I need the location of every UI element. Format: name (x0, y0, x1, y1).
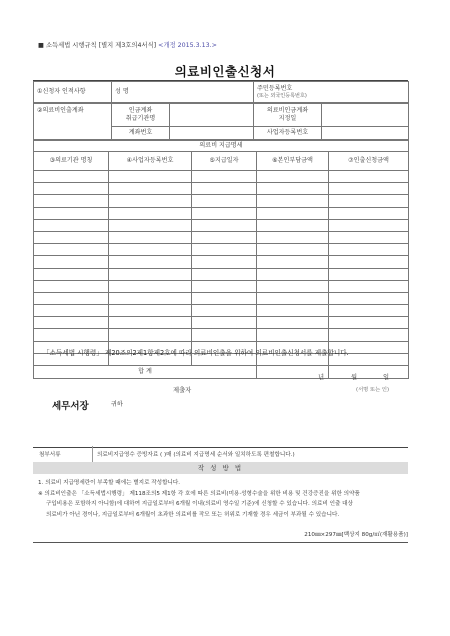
detail-row (34, 329, 409, 341)
form-header (38, 40, 217, 49)
detail-cell[interactable] (34, 231, 109, 243)
institution-label: 인금계좌 취급기관명 (112, 104, 170, 127)
note-line: 의료비가 아닌 경이나, 지급일로부터 6개월이 초과한 의료비를 작모 또는 허위로 기재할 경우 세금이 부과될 수 있습니다. (46, 511, 340, 518)
detail-cell[interactable] (34, 268, 109, 280)
detail-cell[interactable] (329, 268, 409, 280)
detail-cell[interactable] (109, 207, 192, 219)
detail-cell[interactable] (192, 280, 257, 292)
detail-cell[interactable] (109, 244, 192, 256)
date-year-label: 년 (318, 374, 325, 381)
detail-cell[interactable] (109, 292, 192, 304)
detail-cell[interactable] (257, 231, 329, 243)
details-title: 의료비 지급명세 (34, 141, 409, 152)
filer-label: 제출자 (173, 387, 192, 394)
detail-cell[interactable] (257, 268, 329, 280)
detail-cell[interactable] (329, 195, 409, 207)
account-number-label: 계좌번호 (112, 127, 170, 140)
detail-cell[interactable] (257, 183, 329, 195)
detail-cell[interactable] (34, 329, 109, 341)
detail-cell[interactable] (192, 195, 257, 207)
detail-cell[interactable] (329, 292, 409, 304)
method-title: 작 성 방 법 (33, 462, 408, 474)
detail-cell[interactable] (192, 207, 257, 219)
detail-cell[interactable] (329, 183, 409, 195)
date-month-label: 월 (351, 374, 358, 381)
form-main (33, 80, 408, 448)
id-label: 주민등록번호 (257, 85, 293, 93)
detail-cell[interactable] (192, 329, 257, 341)
detail-cell[interactable] (34, 219, 109, 231)
detail-cell[interactable] (329, 219, 409, 231)
paper-spec: 210㎜×297㎜[백상지 80g/㎡(재활용품)] (304, 532, 408, 538)
date-day-label: 일 (383, 374, 390, 381)
detail-cell[interactable] (257, 292, 329, 304)
account-table (33, 103, 409, 140)
detail-cell[interactable] (109, 268, 192, 280)
detail-cell[interactable] (257, 280, 329, 292)
detail-cell[interactable] (257, 305, 329, 317)
detail-cell[interactable] (109, 171, 192, 183)
detail-cell[interactable] (192, 171, 257, 183)
detail-cell[interactable] (257, 195, 329, 207)
designated-date-field[interactable] (322, 104, 409, 127)
detail-cell[interactable] (109, 280, 192, 292)
detail-cell[interactable] (329, 305, 409, 317)
attachment-text: 의료비지급영수 증빙자료 ( )매 (의료비 지급명세 순서와 일치하도록 편철합니다.) (97, 452, 295, 458)
detail-cell[interactable] (192, 317, 257, 329)
detail-cell[interactable] (34, 183, 109, 195)
detail-cell[interactable] (109, 329, 192, 341)
detail-row (34, 183, 409, 195)
revision-date: <개정 2015.3.13.> (158, 42, 217, 49)
col-bizno: ④사업자등록번호 (109, 152, 192, 171)
detail-cell[interactable] (257, 219, 329, 231)
detail-cell[interactable] (257, 329, 329, 341)
account-bizno-label: 사업자등록번호 (254, 127, 322, 140)
account-section-label: ②의료비인출계좌 (34, 104, 112, 140)
institution-field[interactable] (170, 104, 254, 127)
detail-cell[interactable] (109, 219, 192, 231)
header-marker: ■ (38, 42, 44, 49)
total-request[interactable] (329, 366, 409, 379)
detail-row (34, 171, 409, 183)
detail-cell[interactable] (257, 171, 329, 183)
note-line: 구입비용은 포함하지 아니함)에 대하여 지급일로부터 6개월 이내(의료비 영수일 기준)에 신청할 수 있습니다. 의료비 인출 대상 (46, 501, 353, 507)
detail-cell[interactable] (329, 329, 409, 341)
details-table (33, 140, 409, 379)
detail-row (34, 195, 409, 207)
recipient-title: 세무서장 (52, 401, 89, 412)
id-note: (또는 외국인등록번호) (257, 92, 307, 99)
form-title: 의료비인출신청서 (174, 64, 276, 79)
attachment-row (33, 446, 408, 463)
detail-cell[interactable] (192, 305, 257, 317)
detail-cell[interactable] (109, 231, 192, 243)
detail-cell[interactable] (34, 280, 109, 292)
col-institution-name: ③의료기관 명칭 (34, 152, 109, 171)
detail-cell[interactable] (109, 183, 192, 195)
honorific: 귀하 (111, 401, 123, 408)
detail-row (34, 268, 409, 280)
col-request: ⑦인출신청금액 (329, 152, 409, 171)
applicant-table (33, 81, 409, 103)
detail-row (34, 317, 409, 329)
detail-cell[interactable] (329, 207, 409, 219)
note-line: ※ 의료비인출은 「소득세법시행령」 제118조의5 제1항 각 호에 따른 의료비(미용·성형수술을 위한 비용 및 건강증진을 위한 의약품 (38, 490, 360, 497)
detail-row (34, 219, 409, 231)
detail-cell[interactable] (329, 244, 409, 256)
detail-row (34, 292, 409, 304)
detail-cell[interactable] (192, 183, 257, 195)
designated-date-label: 의료비인금계좌 지정일 (254, 104, 322, 127)
detail-cell[interactable] (192, 219, 257, 231)
signature-note: (서명 또는 인) (356, 387, 390, 393)
declaration-statement: 「소득세법 시행령」 제20조의2제1항제2호에 따라 의료비인출을 위하여 의료비인출신청서를 제출합니다. (43, 349, 349, 357)
detail-cell[interactable] (257, 244, 329, 256)
detail-cell[interactable] (109, 305, 192, 317)
footer-line (33, 542, 408, 543)
name-label: 성 명 (115, 88, 129, 96)
detail-cell[interactable] (192, 268, 257, 280)
detail-cell[interactable] (34, 305, 109, 317)
detail-cell[interactable] (34, 207, 109, 219)
detail-cell[interactable] (192, 244, 257, 256)
detail-cell[interactable] (192, 231, 257, 243)
id-field[interactable] (254, 82, 409, 103)
detail-row (34, 305, 409, 317)
detail-cell[interactable] (109, 256, 192, 268)
note-line: 1. 의료비 지급명세란이 부족할 때에는 별지로 작성합니다. (38, 480, 181, 486)
detail-row (34, 280, 409, 292)
detail-cell[interactable] (34, 292, 109, 304)
detail-cell[interactable] (329, 171, 409, 183)
detail-row (34, 244, 409, 256)
detail-cell[interactable] (329, 256, 409, 268)
detail-cell[interactable] (257, 207, 329, 219)
col-pay-date: ⑤지급일자 (192, 152, 257, 171)
col-copay: ⑥본인부담금액 (257, 152, 329, 171)
attachment-divider (92, 446, 93, 462)
detail-row (34, 256, 409, 268)
method-notes (38, 478, 410, 520)
law-reference: 소득세법 시행규칙 [별지 제3호의4서식] (45, 42, 157, 49)
detail-cell[interactable] (257, 256, 329, 268)
applicant-section-label: ①신청자 인적사항 (34, 82, 112, 103)
detail-cell[interactable] (34, 195, 109, 207)
detail-cell[interactable] (329, 280, 409, 292)
account-number-field[interactable] (170, 127, 254, 140)
detail-cell[interactable] (109, 195, 192, 207)
detail-cell[interactable] (192, 292, 257, 304)
detail-row (34, 207, 409, 219)
detail-cell[interactable] (109, 317, 192, 329)
detail-cell[interactable] (34, 317, 109, 329)
detail-row (34, 231, 409, 243)
detail-cell[interactable] (34, 244, 109, 256)
detail-rows (34, 171, 409, 366)
detail-cell[interactable] (34, 256, 109, 268)
detail-cell[interactable] (329, 231, 409, 243)
detail-cell[interactable] (34, 171, 109, 183)
attachment-label: 첨부서류 (39, 452, 61, 458)
detail-cell[interactable] (257, 317, 329, 329)
name-field[interactable] (112, 82, 254, 103)
total-label: 합 계 (34, 366, 257, 379)
account-bizno-field[interactable] (322, 127, 409, 140)
detail-cell[interactable] (329, 317, 409, 329)
detail-cell[interactable] (192, 256, 257, 268)
